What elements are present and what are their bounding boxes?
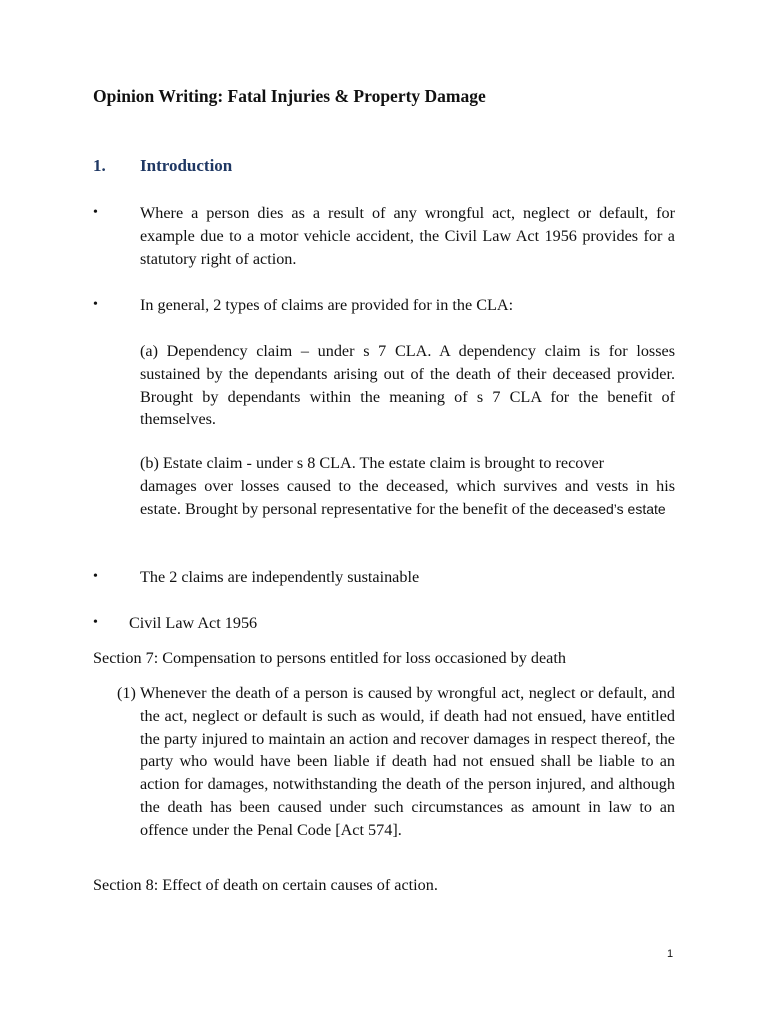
estate-claim-tail: deceased’s estate <box>553 500 666 517</box>
estate-claim-text: damages over losses caused to the deceased, which survives and vests in his estate. Brought by personal representative for the benefit of the <box>140 477 675 518</box>
section-number: 1. <box>93 156 106 175</box>
dependency-claim-paragraph: (a) Dependency claim – under s 7 CLA. A dependency claim is for losses sustained by the dependants arising out of the death of their deceased provider. Brought by dependants within the meaning of s 7 CLA for the benefit of themselves. <box>140 342 675 429</box>
document-title: Opinion Writing: Fatal Injuries & Property Damage <box>93 86 486 106</box>
estate-claim-first-line: (b) Estate claim - under s 8 CLA. The estate claim is brought to recover <box>140 454 605 472</box>
bullet-marker: • <box>93 297 98 312</box>
section-8-heading: Section 8: Effect of death on certain causes of action. <box>93 876 438 894</box>
bullet-text-independent-claims: The 2 claims are independently sustainable <box>140 568 420 586</box>
bullet-marker: • <box>93 615 98 630</box>
bullet-text-wrongful-act: Where a person dies as a result of any wrongful act, neglect or default, for example due to a motor vehicle accident, the Civil Law Act 1956 provides for a statutory right of action. <box>140 204 675 268</box>
bullet-marker: • <box>93 205 98 220</box>
section-7-item-text: Whenever the death of a person is caused by wrongful act, neglect or default, and the act, neglect or default is such as would, if death had not ensued, have entitled the party injured to maintain an action and recover damages in respect thereof, the party who would have been liable if death had not ensued shall be liable to an action for damages, notwithstanding the death of the person injured, and although the death has been caused under such circumstances as amount in law to an offence under the Penal Code [Act 574]. <box>140 684 675 839</box>
estate-claim-paragraph <box>140 475 675 521</box>
bullet-text-civil-law-act: Civil Law Act 1956 <box>129 614 258 632</box>
section-title: Introduction <box>140 156 233 175</box>
bullet-text-claim-types: In general, 2 types of claims are provided for in the CLA: <box>140 296 514 314</box>
page-number: 1 <box>667 948 674 960</box>
section-7-item-number: (1) <box>117 684 136 702</box>
bullet-marker: • <box>93 569 98 584</box>
section-7-heading: Section 7: Compensation to persons entitled for loss occasioned by death <box>93 649 566 667</box>
